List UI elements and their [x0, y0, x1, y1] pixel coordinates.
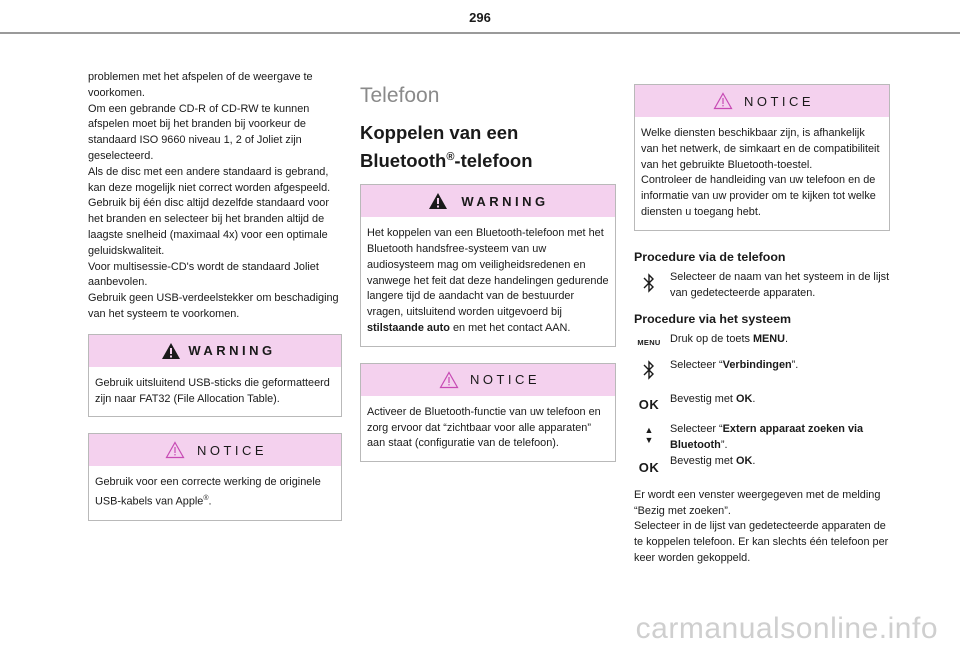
warning-header [361, 185, 615, 217]
warning-box-usb [88, 334, 342, 418]
menu-button-icon: MENU [637, 338, 661, 348]
disc-usb-text: problemen met het afspelen of de weergave te voorkomen. Om een gebrande CD-R of CD-RW te kunnen afspelen moet bij het branden bij voorkeur de standaard ISO 9660 niveau 1, 2 of Joliet zijn geselecteerd. Als de disc met een andere standaard is gebrand, kan deze mogelijk niet correct worden afgespeeld. Gebruik bij één disc altijd dezelfde standaard voor het branden en selecteer bij het branden altijd de laagste snelheid (maximaal 4x) voor een optimale geluidskwaliteit. Voor multisessie-CD's wordt de standaard Joliet aanbevolen. Gebruik geen USB-verdeelstekker om beschadiging van het systeem te voorkomen. [88, 71, 339, 320]
column-2 [360, 84, 616, 462]
heading-koppelen: Koppelen van een Bluetooth®-telefoon [360, 122, 533, 172]
step-ok-1 [634, 392, 890, 412]
up-down-arrows-icon: ▲ ▼ [644, 425, 654, 446]
section-title: Telefoon [360, 84, 440, 107]
step-search-text: Selecteer “Extern apparaat zoeken via Bluetooth”. [670, 423, 864, 451]
notice-text: Activeer de Bluetooth-functie van uw telefoon en zorg ervoor dat “zichtbaar voor alle apparaten” aan staat (configuratie van de telefoon). [367, 405, 601, 450]
warning-text: Het koppelen van een Bluetooth-telefoon met het Bluetooth handsfree-systeem van uw audiosysteem mag om veiligheidsredenen en vanwege het feit dat deze handelingen gedurende langere tijd de aandacht van de bestuurder vragen, uitsluitend worden uitgevoerd bij stilstaande auto en met het contact AAN. [367, 227, 609, 334]
notice-text: Welke diensten beschikbaar zijn, is afhankelijk van het netwerk, de simkaart en de compatibiliteit van het gebruikte Bluetooth-toestel. Controleer de handleiding van uw telefoon en de informatie van uw provider om te kijken tot welke diensten u toegang hebt. [641, 127, 880, 218]
bluetooth-icon [634, 270, 664, 293]
warning-triangle-icon [161, 342, 181, 360]
ok-button-icon: OK [638, 397, 660, 413]
notice-title: NOTICE [743, 93, 815, 109]
warning-title: WARNING [188, 343, 276, 359]
notice-header [89, 434, 341, 466]
procedure-phone-step [634, 270, 890, 302]
notice-box-services [634, 84, 890, 231]
step-ok-2 [634, 454, 890, 475]
notice-triangle-icon [439, 371, 459, 389]
step-ok-1-text: Bevestig met OK. [670, 393, 756, 406]
notice-title: NOTICE [469, 372, 541, 388]
watermark: carmanualsonline.info [635, 612, 938, 645]
notice-box-apple [88, 433, 342, 520]
column-3 [634, 84, 890, 567]
page-number: 296 [469, 10, 491, 25]
step-verbindingen-text: Selecteer “Verbindingen”. [670, 359, 799, 372]
procedure-phone-title: Procedure via de telefoon [634, 249, 786, 264]
notice-triangle-icon [165, 441, 185, 459]
notice-title: NOTICE [196, 442, 268, 458]
notice-triangle-icon [713, 92, 733, 110]
procedure-phone-text: Selecteer de naam van het systeem in de lijst van gedetecteerde apparaten. [670, 270, 890, 299]
step-search-bluetooth [634, 422, 890, 454]
step-menu-text: Druk op de toets MENU. [670, 333, 789, 346]
closing-text: Er wordt een venster weergegeven met de melding “Bezig met zoeken”. Selecteer in de lijst van gedetecteerde apparaten de te koppelen telefoon. Er kan slechts één telefoon per keer worden gekoppeld. [634, 488, 889, 564]
warning-header [89, 335, 341, 367]
header-divider [0, 32, 960, 34]
warning-triangle-icon [428, 192, 448, 210]
bluetooth-icon [634, 358, 664, 380]
warning-text: Gebruik uitsluitend USB-sticks die geformatteerd zijn naar FAT32 (File Allocation Table). [95, 376, 330, 405]
step-verbindingen [634, 358, 890, 380]
warning-title: WARNING [461, 193, 549, 209]
notice-header [635, 85, 889, 117]
warning-box-bluetooth [360, 184, 616, 347]
procedure-system-title: Procedure via het systeem [634, 312, 792, 327]
ok-button-icon: OK [638, 459, 660, 475]
notice-header [361, 364, 615, 396]
step-menu [634, 332, 890, 348]
column-1 [88, 70, 342, 521]
step-ok-2-text: Bevestig met OK. [670, 454, 756, 467]
notice-box-bluetooth [360, 363, 616, 462]
notice-text: Gebruik voor een correcte werking de originele USB-kabels van Apple®. [95, 476, 321, 508]
